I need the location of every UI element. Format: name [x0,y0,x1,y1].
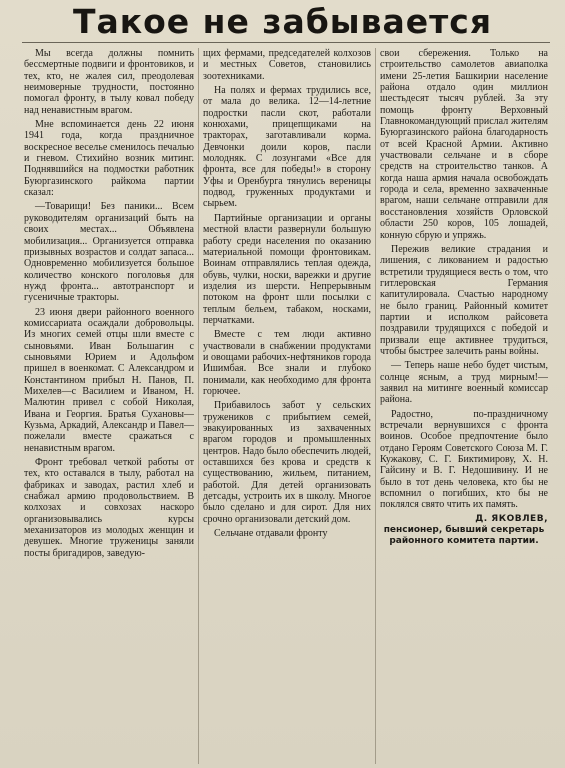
paragraph: Вместе с тем люди активно участвовали в снабжении продуктами и овощами рабочих-нефтяников города Ишимбая. Все знали и глубоко понимали, как необходимо для фронта горючее. [203,329,371,397]
paragraph: свои сбережения. Только на строительство самолетов авиаполка имени 25-летия Башкирии население района отдало один миллион шестьдесят тысяч рублей. За эту помощь фронту Верховный Главнокомандующий прислал жителям Буюргазинского района благодарность от всей Красной Армии. Активно участвовали сельчане и в сборе средств на строительство танков. А когда наша армия начала освобождать города и села, временно захваченные врагом, наши сельчане отправили для восстановления хозяйств Орловской области 250 коров, 105 лошадей, конную сбрую и упряжь. [380,48,548,241]
paragraph: 23 июня двери районного военного комиссариата осаждали добровольцы. Из многих семей отцы шли вместе с сыновьями. Иван Большагин с сыновьями Юрием и Адольфом пришел в военкомат. С Александром и Константином прибыл Н. Панов, П. Михелев—с Василием и Иваном, Н. Малютин привел с собой Николая, Ивана и Георгия. Братья Сухановы—Кузьма, Аркадий, Александр и Павел—пожелали вместе сражаться с ненавистным врагом. [24,306,194,454]
paragraph: Мне вспоминается день 22 июня 1941 года, когда праздничное воскресное веселье сменилось печалью и гневом. Стихийно возник митинг. Поднявшийся на подмостки работник Буюргазинского райкома партии сказал: [24,119,194,199]
paragraph: Радостно, по-праздничному встречали вернувшихся с фронта воинов. Особое предпочтение было отдано Героям Советского Союза М. Г. Кужакову, С. Г. Биктимирову, Х. Н. Гайсину и В. Г. Недошивину. И не было в тот день человека, кто бы не вспомнил о погибших, кто бы не поклялся свято чтить их память. [380,408,548,511]
author-signature [380,514,548,547]
paragraph: щих фермами, председателей колхозов и местных Советов, становились зоотехниками. [203,48,371,82]
column-divider [198,48,199,764]
headline: Такое не забывается [72,2,493,41]
paragraph: Сельчане отдавали фронту [214,528,328,540]
paragraph: Пережив великие страдания и лишения, с ликованием и радостью встретили трудящиеся весть о том, что гитлеровская Германия капитулировала. Счастью народному не было границ. Районный комитет партии и исполком райсовета поздравили трудящихся с победой и призвали еще активнее трудиться, чтобы быстрее залечить раны войны. [380,243,548,357]
paragraph: Мы всегда должны помнить бессмертные подвиги и фронтовиков, и тех, кто, не жалея сил, преодолевая неимоверные трудности, постоянно помогал фронту, в тылу ковал победу над ненавистным врагом. [24,48,194,116]
author-name: Д. ЯКОВЛЕВ, [475,513,548,524]
paragraph: Прибавилось забот у сельских тружеников с прибытием семей, эвакуированных из захваченных врагом городов и промышленных центров. Надо было обеспечить людей, оставшихся без крова и средств к существованию, жильем, питанием, работой. Для детей организовать детсады, устроить их в школу. Многое было сделано и для сирот. Для них срочно организовали детский дом. [203,400,371,525]
article-column-1 [24,48,194,764]
paragraph: На полях и фермах трудились все, от мала до велика. 12—14-летние подростки пасли скот, работали конюхами, прицепщиками на тракторах, заготавливали корма. Девчонки доили коров, пасли молодняк. С лозунгами «Все для фронта, все для победы!» в сторону Уфы и Оренбурга тянулись вереницы подвод, груженных продуктами и сырьем. [203,85,371,210]
paragraph: —Товарищи! Без паники... Всем руководителям организаций быть на своих местах... Объявлена мобилизация... Организуется отправка призывных возрастов и солдат запаса... Одновременно мобилизуется большое количество конского поголовья для нужд фронта... автотранспорт и гусеничные тракторы. [24,201,194,304]
paragraph: — Теперь наше небо будет чистым, солнце ясным, а труд мирным!—заявил на митинге военный комиссар района. [380,360,548,406]
headline-rule [22,42,550,43]
column-divider [375,48,376,764]
paragraph: Партийные организации и органы местной власти развернули большую работу среди населения по оказанию материальной помощи фронтовикам. Воинам отправлялись теплая одежда, обувь, чулки, носки, варежки и другие изделия из шерсти. Непрерывным потоком на фронт шли посылки с теплым бельем, табаком, носками, перчатками. [203,212,371,326]
author-position: пенсионер, бывший секретарь районного комитета партии. [383,524,545,546]
article-column-2 [203,48,371,764]
paragraph: Фронт требовал четкой работы от тех, кто оставался в тылу, работал на фабриках и заводах, растил хлеб и снабжал армию продовольствием. В колхозах и совхозах наскоро организовывались курсы механизаторов из молодых женщин и девушек. Многие труженицы заняли посты бригадиров, заведую- [24,457,194,559]
article-column-3 [380,48,548,764]
